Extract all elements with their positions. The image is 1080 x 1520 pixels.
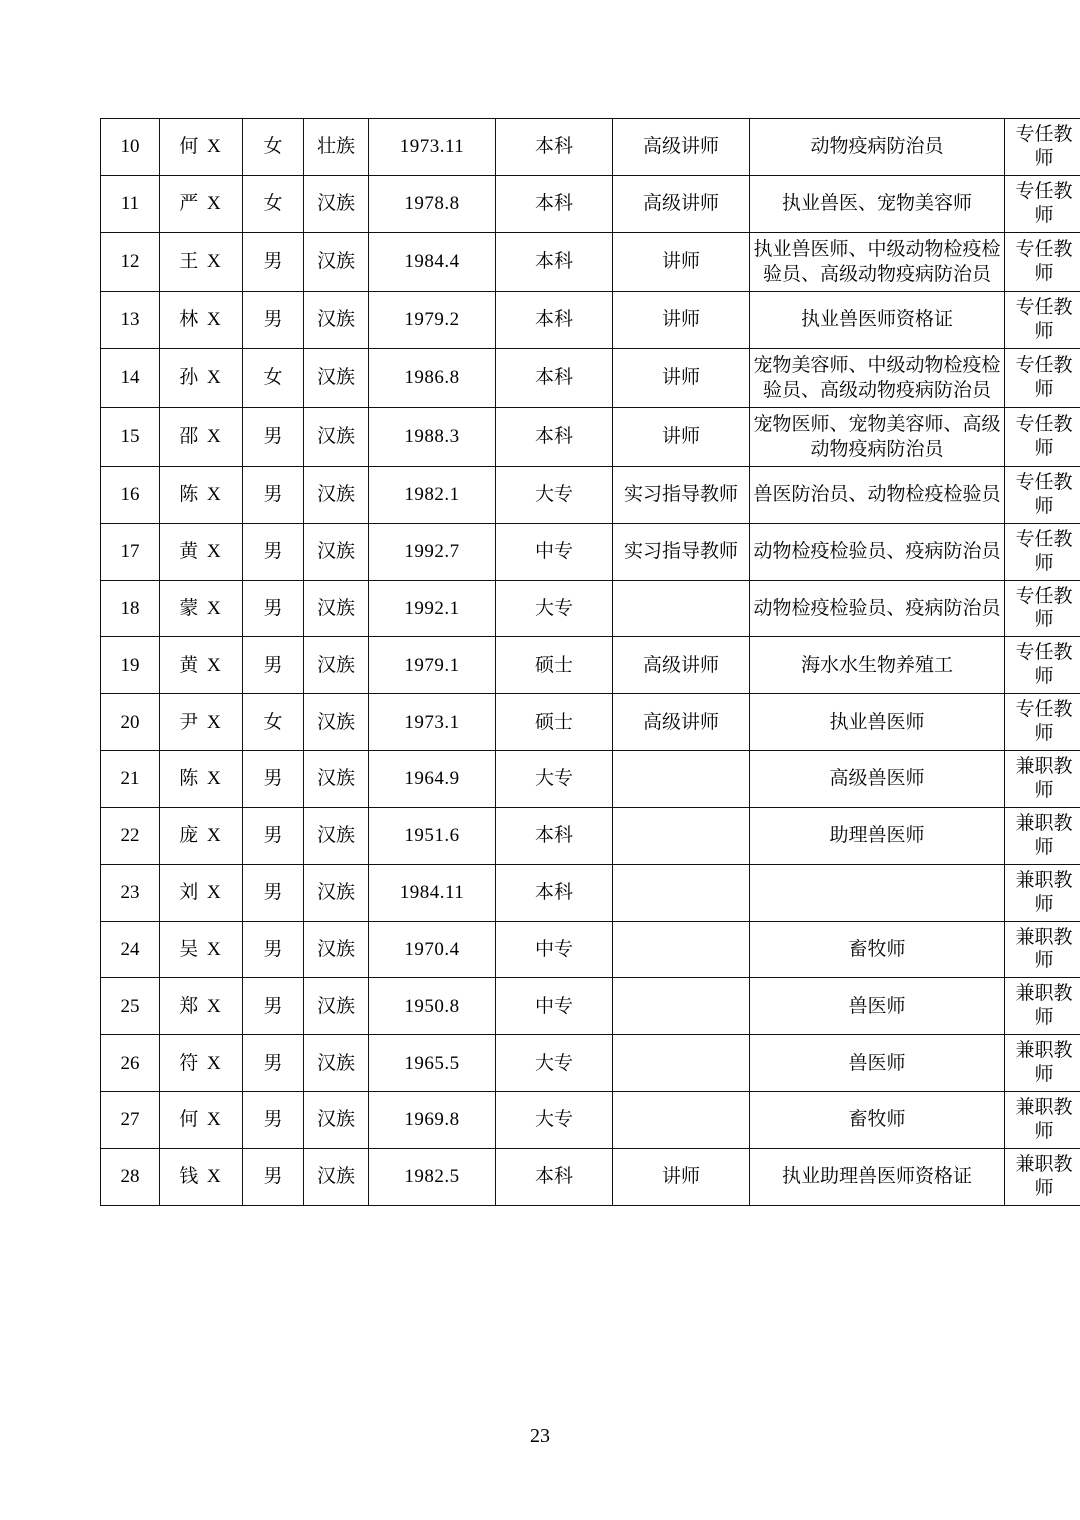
cell-teacher-type-text: 专任教师 bbox=[1015, 180, 1073, 226]
cell-certificate: 执业兽医、宠物美容师 bbox=[750, 175, 1005, 232]
cell-no: 26 bbox=[101, 1035, 160, 1092]
table-row bbox=[101, 1092, 1080, 1149]
cell-ethnic bbox=[304, 1148, 369, 1205]
cell-gender: 男 bbox=[243, 807, 304, 864]
table-row bbox=[101, 175, 1080, 232]
cell-name: 严 X bbox=[160, 175, 243, 232]
cell-no: 13 bbox=[101, 291, 160, 348]
cell-birth: 1969.8 bbox=[369, 1092, 496, 1149]
cell-ethnic-text: 汉族 bbox=[316, 825, 355, 847]
cell-ethnic bbox=[304, 348, 369, 407]
cell-certificate: 畜牧师 bbox=[750, 1092, 1005, 1149]
cell-no: 14 bbox=[101, 348, 160, 407]
cell-education: 本科 bbox=[496, 807, 613, 864]
cell-name: 陈 X bbox=[160, 751, 243, 808]
cell-name: 黄 X bbox=[160, 523, 243, 580]
cell-ethnic bbox=[304, 175, 369, 232]
cell-birth: 1982.1 bbox=[369, 466, 496, 523]
cell-ethnic bbox=[304, 921, 369, 978]
cell-certificate: 兽医防治员、动物检疫检验员 bbox=[750, 466, 1005, 523]
cell-ethnic bbox=[304, 751, 369, 808]
cell-birth: 1950.8 bbox=[369, 978, 496, 1035]
cell-education: 本科 bbox=[496, 348, 613, 407]
cell-title: 讲师 bbox=[613, 348, 750, 407]
cell-no: 21 bbox=[101, 751, 160, 808]
cell-birth: 1973.11 bbox=[369, 119, 496, 176]
cell-no: 25 bbox=[101, 978, 160, 1035]
cell-teacher-type-text: 兼职教师 bbox=[1015, 869, 1073, 915]
table-body bbox=[101, 119, 1080, 1206]
cell-education: 本科 bbox=[496, 407, 613, 466]
table-row bbox=[101, 1035, 1080, 1092]
cell-birth: 1951.6 bbox=[369, 807, 496, 864]
cell-teacher-type bbox=[1005, 119, 1080, 176]
cell-education: 本科 bbox=[496, 864, 613, 921]
cell-title bbox=[613, 580, 750, 637]
cell-title: 高级讲师 bbox=[613, 637, 750, 694]
cell-teacher-type-text: 专任教师 bbox=[1015, 642, 1073, 688]
cell-title bbox=[613, 807, 750, 864]
cell-gender: 女 bbox=[243, 119, 304, 176]
cell-teacher-type bbox=[1005, 466, 1080, 523]
cell-birth: 1992.1 bbox=[369, 580, 496, 637]
cell-ethnic-text: 壮族 bbox=[316, 136, 355, 158]
table-row bbox=[101, 348, 1080, 407]
cell-name: 符 X bbox=[160, 1035, 243, 1092]
cell-certificate: 动物疫病防治员 bbox=[750, 119, 1005, 176]
page-number: 23 bbox=[530, 1425, 550, 1447]
cell-birth: 1970.4 bbox=[369, 921, 496, 978]
cell-teacher-type bbox=[1005, 637, 1080, 694]
cell-ethnic-text: 汉族 bbox=[316, 938, 355, 960]
cell-gender: 女 bbox=[243, 175, 304, 232]
cell-ethnic bbox=[304, 291, 369, 348]
cell-education: 本科 bbox=[496, 119, 613, 176]
table-row bbox=[101, 1148, 1080, 1205]
cell-certificate: 兽医师 bbox=[750, 978, 1005, 1035]
cell-teacher-type-text: 专任教师 bbox=[1015, 471, 1073, 517]
table-row bbox=[101, 523, 1080, 580]
cell-certificate: 助理兽医师 bbox=[750, 807, 1005, 864]
cell-ethnic-text: 汉族 bbox=[316, 711, 355, 733]
cell-birth: 1986.8 bbox=[369, 348, 496, 407]
cell-teacher-type-text: 兼职教师 bbox=[1015, 1153, 1073, 1199]
cell-title: 讲师 bbox=[613, 232, 750, 291]
cell-certificate: 宠物医师、宠物美容师、高级动物疫病防治员 bbox=[750, 407, 1005, 466]
cell-teacher-type bbox=[1005, 864, 1080, 921]
cell-name: 何 X bbox=[160, 119, 243, 176]
cell-certificate: 高级兽医师 bbox=[750, 751, 1005, 808]
cell-ethnic-text: 汉族 bbox=[316, 597, 355, 619]
cell-gender: 男 bbox=[243, 637, 304, 694]
cell-ethnic bbox=[304, 232, 369, 291]
cell-certificate: 执业兽医师资格证 bbox=[750, 291, 1005, 348]
cell-teacher-type bbox=[1005, 751, 1080, 808]
table-row bbox=[101, 580, 1080, 637]
cell-teacher-type bbox=[1005, 348, 1080, 407]
table-row bbox=[101, 807, 1080, 864]
cell-birth: 1988.3 bbox=[369, 407, 496, 466]
cell-education: 大专 bbox=[496, 580, 613, 637]
cell-ethnic-text: 汉族 bbox=[316, 882, 355, 904]
cell-teacher-type-text: 兼职教师 bbox=[1015, 756, 1073, 801]
cell-certificate bbox=[750, 864, 1005, 921]
cell-ethnic-text: 汉族 bbox=[316, 654, 355, 676]
table-row bbox=[101, 694, 1080, 751]
cell-gender: 男 bbox=[243, 523, 304, 580]
cell-teacher-type-text: 兼职教师 bbox=[1015, 926, 1073, 972]
cell-name: 钱 X bbox=[160, 1148, 243, 1205]
cell-title-text: 实习指导教师 bbox=[623, 484, 738, 506]
table-row bbox=[101, 637, 1080, 694]
cell-certificate: 海水水生物养殖工 bbox=[750, 637, 1005, 694]
cell-no: 17 bbox=[101, 523, 160, 580]
cell-no: 28 bbox=[101, 1148, 160, 1205]
cell-name: 蒙 X bbox=[160, 580, 243, 637]
cell-certificate: 宠物美容师、中级动物检疫检验员、高级动物疫病防治员 bbox=[750, 348, 1005, 407]
cell-ethnic bbox=[304, 807, 369, 864]
cell-teacher-type-text: 兼职教师 bbox=[1015, 1097, 1073, 1142]
cell-no: 15 bbox=[101, 407, 160, 466]
cell-teacher-type-text: 专任教师 bbox=[1015, 528, 1073, 574]
cell-no: 23 bbox=[101, 864, 160, 921]
cell-ethnic-text: 汉族 bbox=[316, 1052, 355, 1074]
cell-teacher-type-text: 专任教师 bbox=[1015, 296, 1073, 342]
cell-gender: 男 bbox=[243, 751, 304, 808]
cell-no: 24 bbox=[101, 921, 160, 978]
cell-title: 讲师 bbox=[613, 407, 750, 466]
cell-birth: 1992.7 bbox=[369, 523, 496, 580]
table-row bbox=[101, 466, 1080, 523]
table-row bbox=[101, 407, 1080, 466]
cell-name: 林 X bbox=[160, 291, 243, 348]
cell-gender: 男 bbox=[243, 921, 304, 978]
cell-no: 19 bbox=[101, 637, 160, 694]
cell-gender: 男 bbox=[243, 1092, 304, 1149]
cell-teacher-type bbox=[1005, 1092, 1080, 1149]
cell-ethnic-text: 汉族 bbox=[316, 367, 355, 389]
cell-teacher-type bbox=[1005, 580, 1080, 637]
cell-teacher-type bbox=[1005, 694, 1080, 751]
cell-title: 高级讲师 bbox=[613, 119, 750, 176]
cell-education: 硕士 bbox=[496, 637, 613, 694]
cell-title bbox=[613, 466, 750, 523]
table-row bbox=[101, 291, 1080, 348]
cell-no: 27 bbox=[101, 1092, 160, 1149]
cell-title bbox=[613, 864, 750, 921]
cell-no: 18 bbox=[101, 580, 160, 637]
cell-ethnic-text: 汉族 bbox=[316, 1166, 355, 1188]
cell-no: 11 bbox=[101, 175, 160, 232]
cell-teacher-type bbox=[1005, 232, 1080, 291]
cell-gender: 男 bbox=[243, 232, 304, 291]
cell-name: 黄 X bbox=[160, 637, 243, 694]
cell-teacher-type bbox=[1005, 1148, 1080, 1205]
cell-birth: 1984.4 bbox=[369, 232, 496, 291]
cell-name: 孙 X bbox=[160, 348, 243, 407]
cell-education: 本科 bbox=[496, 232, 613, 291]
cell-birth: 1978.8 bbox=[369, 175, 496, 232]
cell-ethnic bbox=[304, 523, 369, 580]
cell-birth: 1979.2 bbox=[369, 291, 496, 348]
table-row bbox=[101, 232, 1080, 291]
cell-teacher-type-text: 兼职教师 bbox=[1015, 812, 1073, 858]
cell-birth: 1965.5 bbox=[369, 1035, 496, 1092]
cell-gender: 男 bbox=[243, 978, 304, 1035]
cell-name: 邵 X bbox=[160, 407, 243, 466]
cell-teacher-type-text: 兼职教师 bbox=[1015, 983, 1073, 1029]
cell-ethnic-text: 汉族 bbox=[316, 1109, 355, 1131]
cell-name: 庞 X bbox=[160, 807, 243, 864]
cell-education: 大专 bbox=[496, 1092, 613, 1149]
cell-education: 本科 bbox=[496, 1148, 613, 1205]
cell-no: 12 bbox=[101, 232, 160, 291]
cell-education: 大专 bbox=[496, 466, 613, 523]
cell-ethnic-text: 汉族 bbox=[316, 193, 355, 215]
cell-birth: 1973.1 bbox=[369, 694, 496, 751]
cell-name: 吴 X bbox=[160, 921, 243, 978]
table-row bbox=[101, 119, 1080, 176]
cell-certificate: 动物检疫检验员、疫病防治员 bbox=[750, 523, 1005, 580]
cell-ethnic-text: 汉族 bbox=[316, 541, 355, 563]
cell-ethnic-text: 汉族 bbox=[316, 995, 355, 1017]
cell-certificate: 执业兽医师 bbox=[750, 694, 1005, 751]
cell-teacher-type-text: 专任教师 bbox=[1015, 699, 1073, 745]
cell-ethnic bbox=[304, 637, 369, 694]
cell-teacher-type-text: 专任教师 bbox=[1015, 585, 1073, 631]
cell-teacher-type bbox=[1005, 978, 1080, 1035]
cell-ethnic bbox=[304, 694, 369, 751]
cell-certificate: 兽医师 bbox=[750, 1035, 1005, 1092]
cell-no: 16 bbox=[101, 466, 160, 523]
cell-education: 本科 bbox=[496, 175, 613, 232]
cell-no: 10 bbox=[101, 119, 160, 176]
cell-name: 刘 X bbox=[160, 864, 243, 921]
cell-title bbox=[613, 921, 750, 978]
cell-teacher-type bbox=[1005, 921, 1080, 978]
cell-birth: 1982.5 bbox=[369, 1148, 496, 1205]
cell-title: 讲师 bbox=[613, 291, 750, 348]
cell-ethnic bbox=[304, 864, 369, 921]
cell-teacher-type bbox=[1005, 523, 1080, 580]
cell-education: 本科 bbox=[496, 291, 613, 348]
cell-name: 王 X bbox=[160, 232, 243, 291]
table-row bbox=[101, 864, 1080, 921]
cell-ethnic bbox=[304, 978, 369, 1035]
cell-gender: 男 bbox=[243, 580, 304, 637]
cell-title bbox=[613, 1092, 750, 1149]
cell-teacher-type bbox=[1005, 807, 1080, 864]
cell-education: 中专 bbox=[496, 523, 613, 580]
cell-ethnic bbox=[304, 1092, 369, 1149]
cell-education: 中专 bbox=[496, 978, 613, 1035]
cell-certificate: 畜牧师 bbox=[750, 921, 1005, 978]
cell-title bbox=[613, 1035, 750, 1092]
cell-ethnic bbox=[304, 407, 369, 466]
cell-name: 郑 X bbox=[160, 978, 243, 1035]
cell-teacher-type-text: 专任教师 bbox=[1015, 354, 1073, 400]
cell-no: 22 bbox=[101, 807, 160, 864]
table-row bbox=[101, 751, 1080, 808]
cell-ethnic-text: 汉族 bbox=[316, 484, 355, 506]
cell-ethnic-text: 汉族 bbox=[316, 768, 355, 790]
cell-name: 尹 X bbox=[160, 694, 243, 751]
cell-ethnic bbox=[304, 119, 369, 176]
cell-title bbox=[613, 523, 750, 580]
cell-gender: 女 bbox=[243, 348, 304, 407]
cell-teacher-type-text: 专任教师 bbox=[1015, 124, 1073, 169]
cell-ethnic bbox=[304, 466, 369, 523]
cell-certificate: 动物检疫检验员、疫病防治员 bbox=[750, 580, 1005, 637]
table-row bbox=[101, 921, 1080, 978]
cell-teacher-type bbox=[1005, 1035, 1080, 1092]
cell-title: 讲师 bbox=[613, 1148, 750, 1205]
cell-gender: 男 bbox=[243, 1035, 304, 1092]
cell-gender: 男 bbox=[243, 407, 304, 466]
cell-education: 中专 bbox=[496, 921, 613, 978]
cell-title bbox=[613, 978, 750, 1035]
cell-birth: 1979.1 bbox=[369, 637, 496, 694]
cell-education: 硕士 bbox=[496, 694, 613, 751]
cell-birth: 1984.11 bbox=[369, 864, 496, 921]
cell-teacher-type bbox=[1005, 291, 1080, 348]
cell-birth: 1964.9 bbox=[369, 751, 496, 808]
cell-ethnic bbox=[304, 1035, 369, 1092]
cell-gender: 男 bbox=[243, 466, 304, 523]
cell-ethnic-text: 汉族 bbox=[316, 251, 355, 273]
cell-ethnic-text: 汉族 bbox=[316, 426, 355, 448]
cell-teacher-type-text: 专任教师 bbox=[1015, 413, 1073, 459]
cell-title: 高级讲师 bbox=[613, 175, 750, 232]
cell-education: 大专 bbox=[496, 1035, 613, 1092]
cell-ethnic-text: 汉族 bbox=[316, 309, 355, 331]
cell-title bbox=[613, 751, 750, 808]
cell-gender: 男 bbox=[243, 864, 304, 921]
teacher-roster-table bbox=[100, 118, 1080, 1206]
table-row bbox=[101, 978, 1080, 1035]
cell-title-text: 实习指导教师 bbox=[623, 541, 738, 563]
cell-no: 20 bbox=[101, 694, 160, 751]
cell-teacher-type bbox=[1005, 407, 1080, 466]
cell-name: 陈 X bbox=[160, 466, 243, 523]
cell-certificate: 执业助理兽医师资格证 bbox=[750, 1148, 1005, 1205]
cell-teacher-type-text: 专任教师 bbox=[1015, 238, 1073, 284]
cell-teacher-type bbox=[1005, 175, 1080, 232]
cell-ethnic bbox=[304, 580, 369, 637]
cell-name: 何 X bbox=[160, 1092, 243, 1149]
cell-teacher-type-text: 兼职教师 bbox=[1015, 1040, 1073, 1085]
cell-title: 高级讲师 bbox=[613, 694, 750, 751]
cell-gender: 女 bbox=[243, 694, 304, 751]
cell-education: 大专 bbox=[496, 751, 613, 808]
cell-gender: 男 bbox=[243, 1148, 304, 1205]
cell-gender: 男 bbox=[243, 291, 304, 348]
cell-certificate: 执业兽医师、中级动物检疫检验员、高级动物疫病防治员 bbox=[750, 232, 1005, 291]
